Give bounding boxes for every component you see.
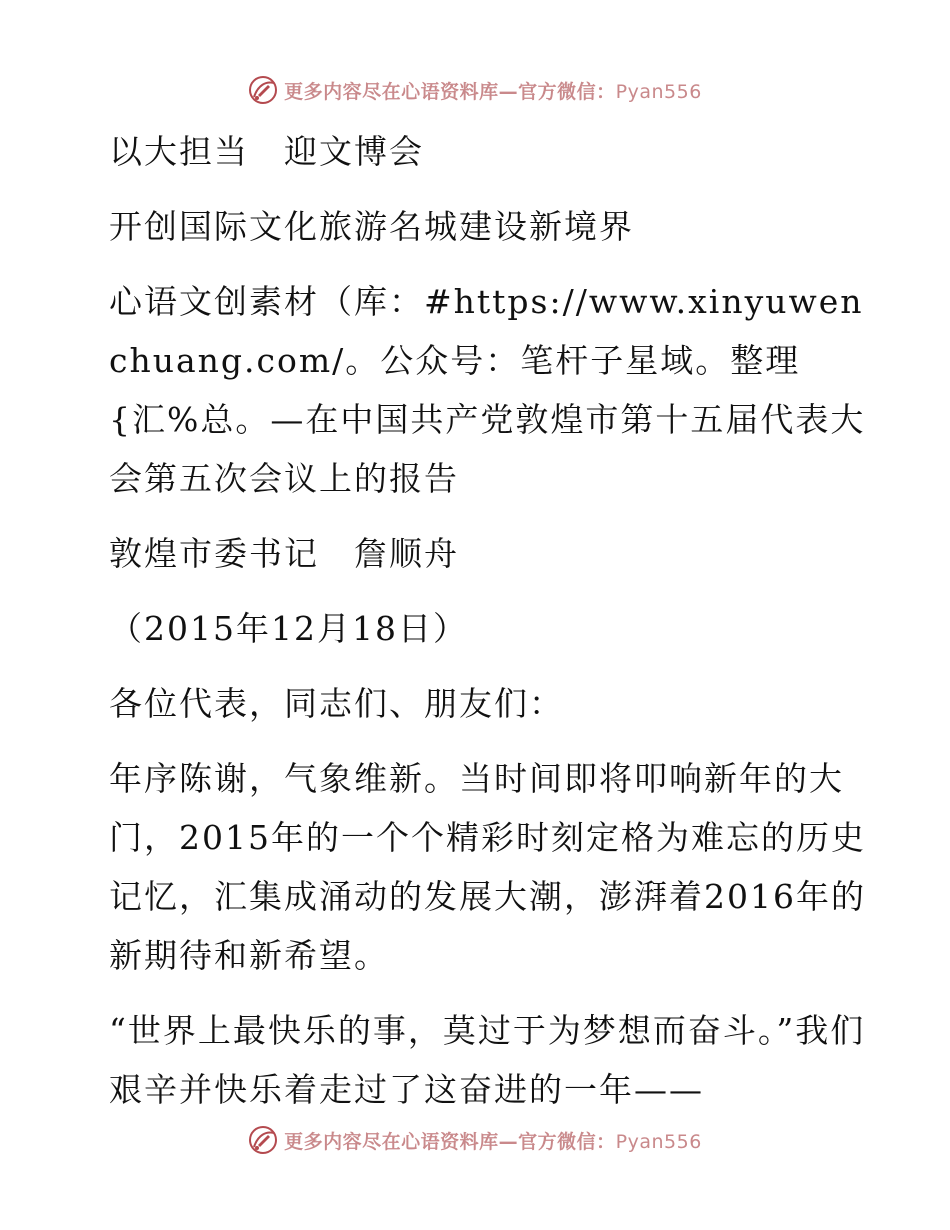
doc-paragraph: “世界上最快乐的事，莫过于为梦想而奋斗。”我们艰辛并快乐着走过了这奋进的一年—— xyxy=(109,1011,866,1109)
doc-title: 以大担当 迎文博会 xyxy=(109,132,424,171)
doc-date: （2015年12月18日） xyxy=(109,609,468,648)
header-banner-inner xyxy=(248,75,702,105)
document-body xyxy=(98,122,868,1135)
banner-text xyxy=(284,1127,702,1154)
pen-swirl-logo-icon xyxy=(248,75,278,105)
banner-contact: Pyan556 xyxy=(615,1130,702,1153)
doc-salutation: 各位代表，同志们、朋友们： xyxy=(109,684,564,723)
banner-text xyxy=(284,77,702,104)
doc-author: 敦煌市委书记 詹顺舟 xyxy=(109,534,459,573)
banner-label: 更多内容尽在心语资料库—官方微信： xyxy=(284,80,616,103)
banner-contact: Pyan556 xyxy=(615,80,702,103)
footer-banner-inner xyxy=(248,1125,702,1155)
doc-paragraph: 年序陈谢，气象维新。当时间即将叩响新年的大门，2015年的一个个精彩时刻定格为难忘的历史记忆，汇集成涌动的发展大潮，澎湃着2016年的新期待和新希望。 xyxy=(109,759,866,975)
banner-label: 更多内容尽在心语资料库—官方微信： xyxy=(284,1130,616,1153)
header-watermark-banner xyxy=(0,70,950,110)
doc-subtitle: 开创国际文化旅游名城建设新境界 xyxy=(109,207,634,246)
footer-watermark-banner xyxy=(0,1120,950,1160)
doc-source-note: 心语文创素材（库：#https://www.xinyuwenchuang.com/。公众号：笔杆子星域。整理{汇%总。—在中国共产党敦煌市第十五届代表大会第五次会议上的报告 xyxy=(109,282,866,498)
pen-swirl-logo-icon xyxy=(248,1125,278,1155)
